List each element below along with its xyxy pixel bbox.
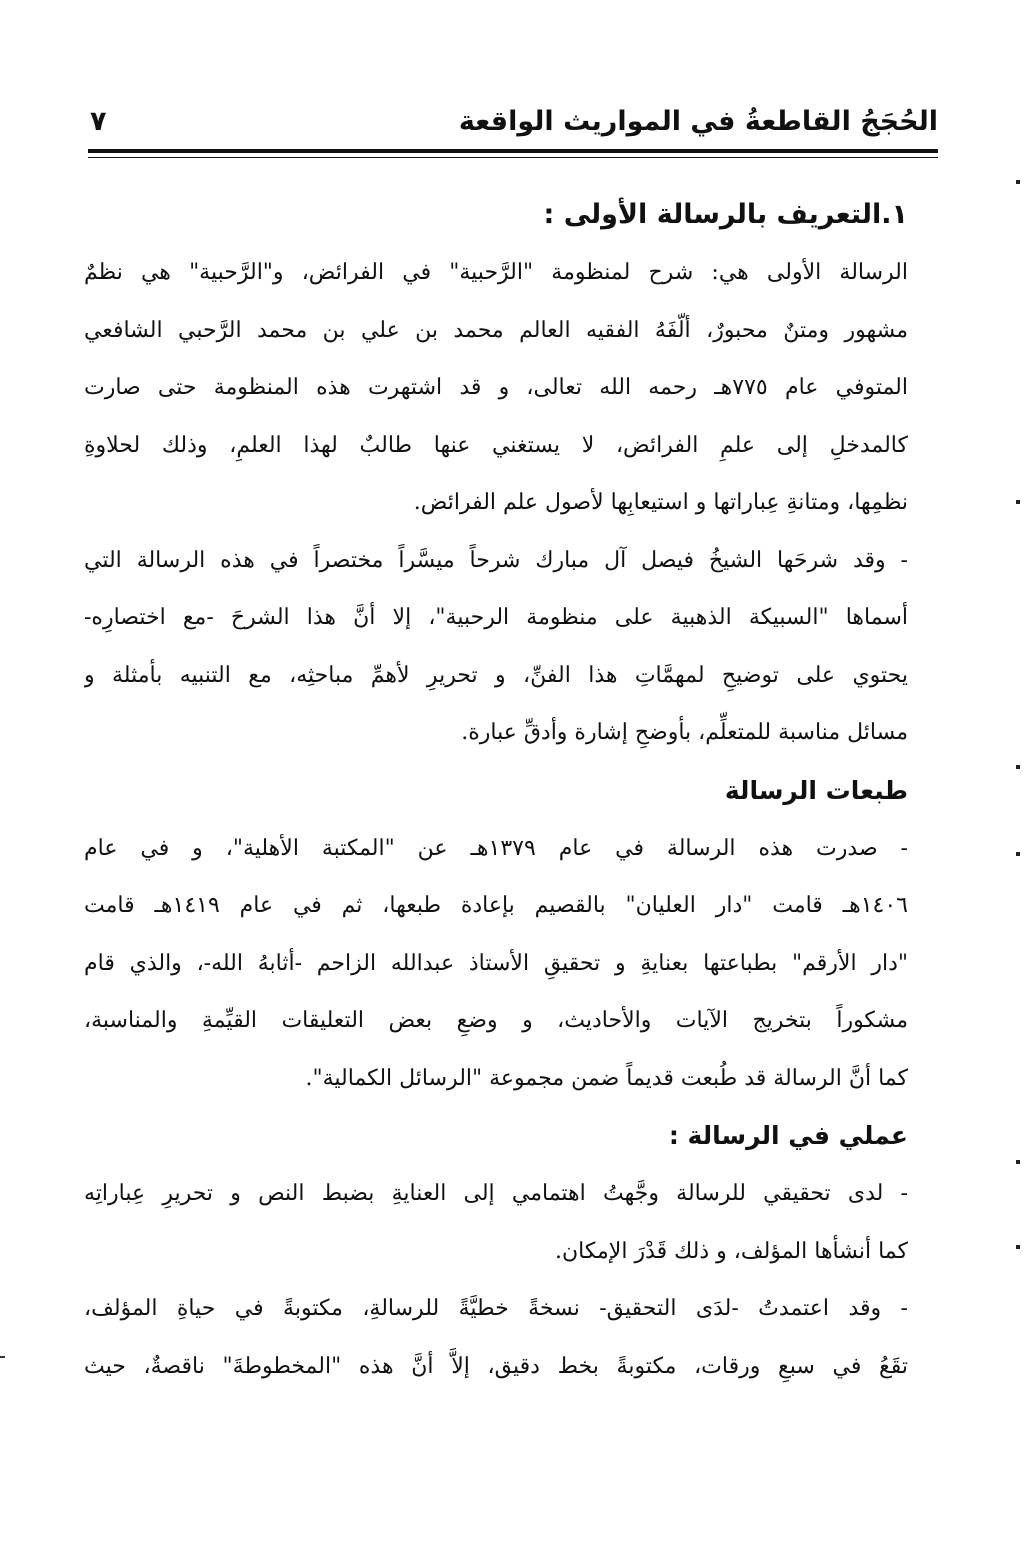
text-line: نظمِها، ومتانةِ عِباراتها و استيعابِها لأصول علم الفرائض. xyxy=(413,490,908,515)
page-number: ٧ xyxy=(90,106,107,137)
text-line: - صدرت هذه الرسالة في عام ١٣٧٩هـ عن "المكتبة الأهلية"، و في عام xyxy=(84,835,908,861)
scan-mark xyxy=(1016,180,1020,184)
running-header xyxy=(90,100,938,144)
scan-mark xyxy=(1016,500,1020,504)
text-line: كما أنَّ الرسالة قد طُبعت قديماً ضمن مجموعة "الرسائل الكمالية". xyxy=(305,1065,908,1091)
section-heading-editions: طبعات الرسالة xyxy=(724,775,908,805)
text-line: مشهور ومتنٌ محبورٌ، ألّفَهُ الفقيه العالم محمد بن علي بن محمد الرَّحبي الشافعي xyxy=(84,317,908,343)
section-heading-definition: ١.التعريف بالرسالة الأولى : xyxy=(543,199,908,230)
scan-mark xyxy=(1016,1245,1020,1249)
scan-mark xyxy=(1016,765,1020,769)
text-line: مشكوراً بتخريج الآيات والأحاديث، و وضعِ بعض التعليقات القيِّمةِ والمناسبة، xyxy=(84,1008,908,1033)
scan-mark xyxy=(1016,852,1020,856)
text-line: تقَعُ في سبعِ ورقات، مكتوبةً بخط دقيق، إلاَّ أنَّ هذه "المخطوطةَ" ناقصةٌ، حيث xyxy=(84,1353,908,1379)
text-line: ١٤٠٦هـ قامت "دار العليان" بالقصيم بإعادة طبعها، ثم في عام ١٤١٩هـ قامت xyxy=(84,893,908,918)
text-line: الرسالة الأولى هي: شرح لمنظومة "الرَّحبية" في الفرائض، و"الرَّحبية" هي نظمٌ xyxy=(84,260,908,285)
text-line: يحتوي على توضيحِ لمهمَّاتِ هذا الفنِّ، و تحريرِ لأهمِّ مباحثِه، مع التنبيه بأمثلة و xyxy=(84,662,908,688)
text-line: مسائل مناسبة للمتعلِّم، بأوضحِ إشارة وأدقِّ عبارة. xyxy=(461,720,908,745)
page-body xyxy=(84,186,908,1395)
text-line: أسماها "السبيكة الذهبية على منظومة الرحبية"، إلا أنَّ هذا الشرحَ -مع اختصارِه- xyxy=(84,605,908,630)
scan-mark xyxy=(0,1356,5,1358)
text-line: - وقد شرحَها الشيخُ فيصل آل مبارك شرحاً ميسَّراً مختصراً في هذه الرسالة التي xyxy=(84,547,908,573)
text-line: المتوفي عام ٧٧٥هـ رحمه الله تعالى، و قد اشتهرت هذه المنظومة حتى صارت xyxy=(84,375,908,400)
text-line: كالمدخلِ إلى علمِ الفرائض، لا يستغني عنها طالبٌ لهذا العلمِ، وذلك لحلاوةِ xyxy=(84,432,908,458)
scan-mark xyxy=(1016,1160,1020,1164)
header-rule xyxy=(88,149,938,153)
text-line: - لدى تحقيقي للرسالة وجَّهتُ اهتمامي إلى العنايةِ بضبط النص و تحريرِ عِباراتِه xyxy=(84,1181,908,1206)
running-header-title: الحُجَجُ القاطعةُ في المواريث الواقعة xyxy=(458,106,938,137)
text-line: كما أنشأها المؤلف، و ذلك قَدْرَ الإمكان. xyxy=(555,1238,908,1264)
text-line: - وقد اعتمدتُ -لدَى التحقيق- نسخةً خطيَّةً للرسالةِ، مكتوبةً في حياةِ المؤلف، xyxy=(84,1296,908,1321)
section-heading-my-work: عملي في الرسالة : xyxy=(668,1121,908,1150)
text-line: "دار الأرقم" بطباعتها بعنايةِ و تحقيقِ الأستاذ عبدالله الزاحم -أثابهُ الله-، والذي قام xyxy=(84,950,908,976)
header-rule-thin xyxy=(88,157,938,158)
